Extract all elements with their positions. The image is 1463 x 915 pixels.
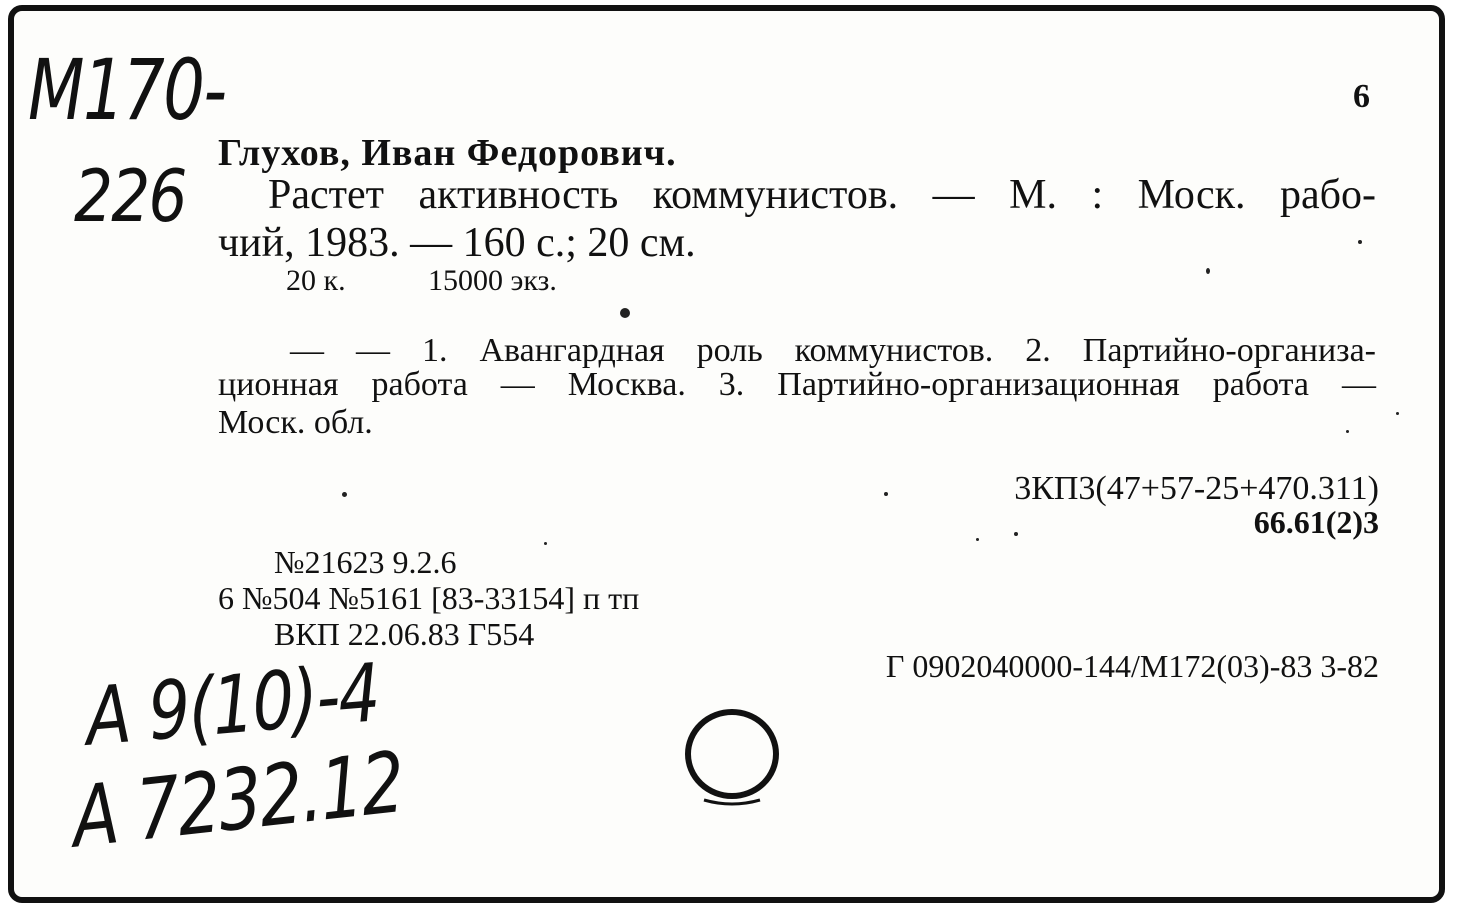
subjects-line-2: ционная работа — Москва. 3. Партийно-организационная работа — bbox=[218, 366, 1376, 403]
scan-speck bbox=[976, 538, 979, 541]
title-line-1: Растет активность коммунистов. — М. : Моск. рабо- bbox=[268, 172, 1376, 218]
tech-line-3: ВКП 22.06.83 Г554 bbox=[274, 616, 535, 652]
tech-line-1: №21623 9.2.6 bbox=[274, 544, 457, 580]
scan-speck bbox=[1358, 240, 1362, 244]
classification-index-2: 66.61(2)3 bbox=[1253, 504, 1379, 540]
copies: 15000 экз. bbox=[428, 264, 557, 297]
price: 20 к. bbox=[286, 264, 346, 297]
scan-speck bbox=[1014, 532, 1018, 536]
scan-speck bbox=[884, 492, 888, 496]
author-heading: Глухов, Иван Федорович. bbox=[218, 132, 677, 174]
catalog-code: Г 0902040000-144/М172(03)-83 3-82 bbox=[885, 648, 1379, 684]
subjects-line-1: — — 1. Авангардная роль коммунистов. 2. Партийно-организа- bbox=[290, 332, 1376, 369]
handwritten-inventory-2: А 7232.12 bbox=[69, 732, 406, 867]
classification-index-1: 3КП3(47+57-25+470.311) bbox=[1014, 470, 1379, 507]
handwritten-call-number-top: М170- bbox=[28, 41, 226, 139]
scan-speck bbox=[342, 492, 347, 497]
subjects-line-3: Моск. обл. bbox=[218, 404, 373, 441]
tech-line-2: 6 №504 №5161 [83-33154] п тп bbox=[218, 580, 640, 616]
handwritten-inventory-1: А 9(10)-4 bbox=[83, 646, 381, 764]
scan-speck bbox=[1346, 430, 1349, 433]
scan-speck bbox=[1206, 268, 1210, 274]
handwritten-call-number-bottom: 226 bbox=[74, 154, 186, 238]
scan-speck bbox=[544, 542, 547, 545]
punch-hole-icon bbox=[682, 704, 782, 814]
title-line-2: чий, 1983. — 160 с.; 20 см. bbox=[218, 220, 696, 266]
scan-speck bbox=[1396, 412, 1399, 415]
scan-speck bbox=[620, 308, 630, 318]
card-number: 6 bbox=[1353, 78, 1370, 115]
